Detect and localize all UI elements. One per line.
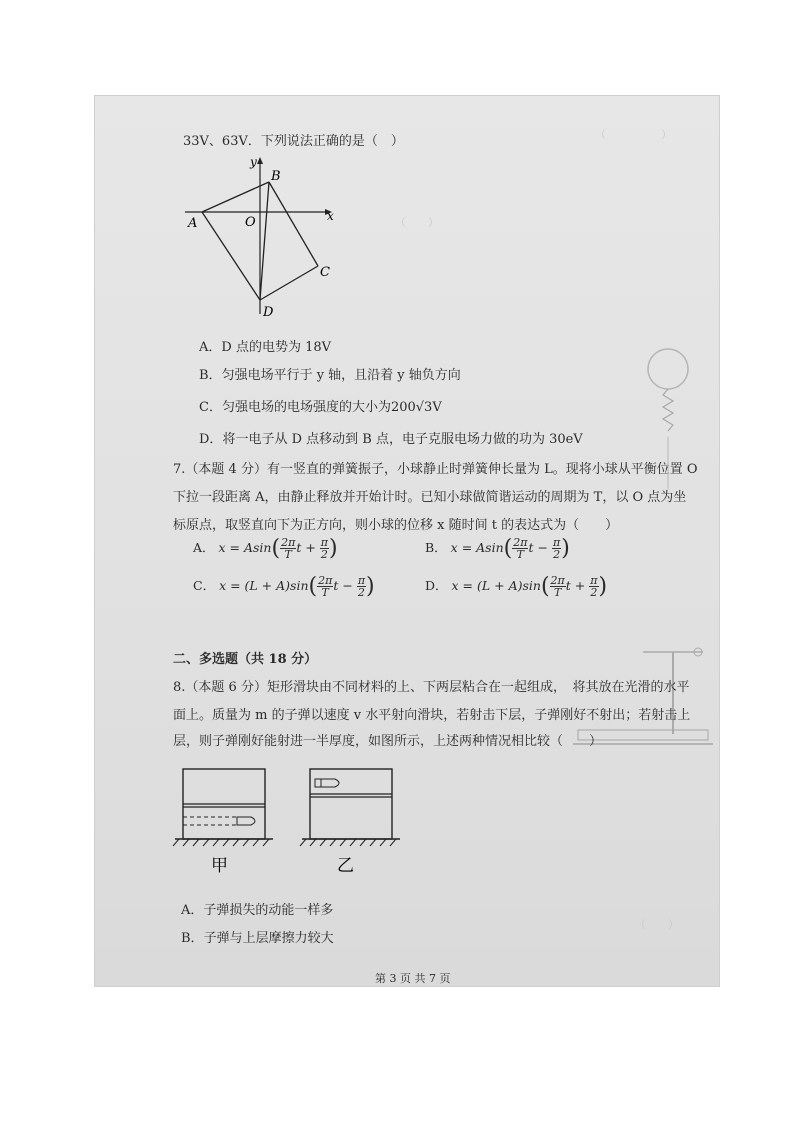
q6-option-c: C．匀强电场的电场强度的大小为200√3V (199, 400, 442, 415)
q7-stem-line-1: 7.（本题 4 分）有一竖直的弹簧振子，小球静止时弹簧伸长量为 L。现将小球从平衡位置 O (173, 462, 698, 477)
q6-option-d: D．将一电子从 D 点移动到 B 点，电子克服电场力做的功为 30eV (199, 432, 583, 447)
q8-stem-line-2: 面上。质量为 m 的子弹以速度 v 水平射向滑块，若射击下层，子弹刚好不射出；若射击上 (173, 708, 691, 723)
point-c-label: C (320, 265, 330, 280)
fig-label-yi: 乙 (337, 856, 354, 876)
axis-x-label: x (327, 209, 334, 223)
point-a-label: A (188, 216, 198, 231)
q7-option-d: D． x = (L + A)sin( $\frac{2\pi}{T}$ t + $\frac{\pi}{2}$ ) (425, 574, 608, 599)
q6-option-b: B．匀强电场平行于 y 轴，且沿着 y 轴负方向 (199, 368, 461, 383)
q7-stem-line-3: 标原点，取竖直向下为正方向，则小球的位移 x 随时间 t 的表达式为（ ） (173, 518, 619, 533)
spring-oscillator-figure (640, 341, 700, 491)
point-d-label: D (263, 305, 274, 320)
point-o-label: O (245, 215, 256, 230)
q8-stem-line-1: 8.（本题 6 分）矩形滑块由不同材料的上、下两层粘合在一起组成， 将其放在光滑的水平 (173, 680, 690, 695)
fig-label-jia: 甲 (211, 856, 228, 876)
q7-stem-line-2: 下拉一段距离 A，由静止释放并开始计时。已知小球做简谐运动的周期为 T，以 O 点为坐 (173, 490, 687, 505)
axis-y-label: y (250, 155, 257, 169)
q6-option-a: A．D 点的电势为 18V (199, 340, 332, 355)
section-2-title: 二、多选题（共 18 分） (173, 652, 318, 667)
point-b-label: B (271, 169, 281, 184)
q8-figure (165, 761, 425, 886)
q8-option-b: B．子弹与上层摩擦力较大 (181, 931, 334, 946)
q6-diagram (180, 154, 345, 324)
q7-option-c: C． x = (L + A)sin( $\frac{2\pi}{T}$ t − $\frac{\pi}{2}$ ) (193, 574, 375, 599)
exam-page (95, 96, 719, 986)
q8-option-a: A．子弹损失的动能一样多 (181, 903, 334, 918)
bleed-through-text: （ ） (595, 128, 672, 141)
page-footer: 第 3 页 共 7 页 (375, 972, 451, 985)
q8-stem-line-3: 层，则子弹刚好能射进一半厚度，如图所示，上述两种情况相比较（ ） (173, 734, 603, 749)
q7-option-a: A． x = Asin( $\frac{2\pi}{T}$ t + $\frac{\pi}{2}$ ) (193, 536, 338, 561)
q7-option-b: B． x = Asin( $\frac{2\pi}{T}$ t − $\frac{\pi}{2}$ ) (425, 536, 570, 561)
bleed-through-text: （ ） (635, 918, 679, 931)
q6-stem-tail: 33V、63V．下列说法正确的是（ ） (183, 134, 404, 149)
bleed-through-text: （ ） (395, 216, 588, 229)
